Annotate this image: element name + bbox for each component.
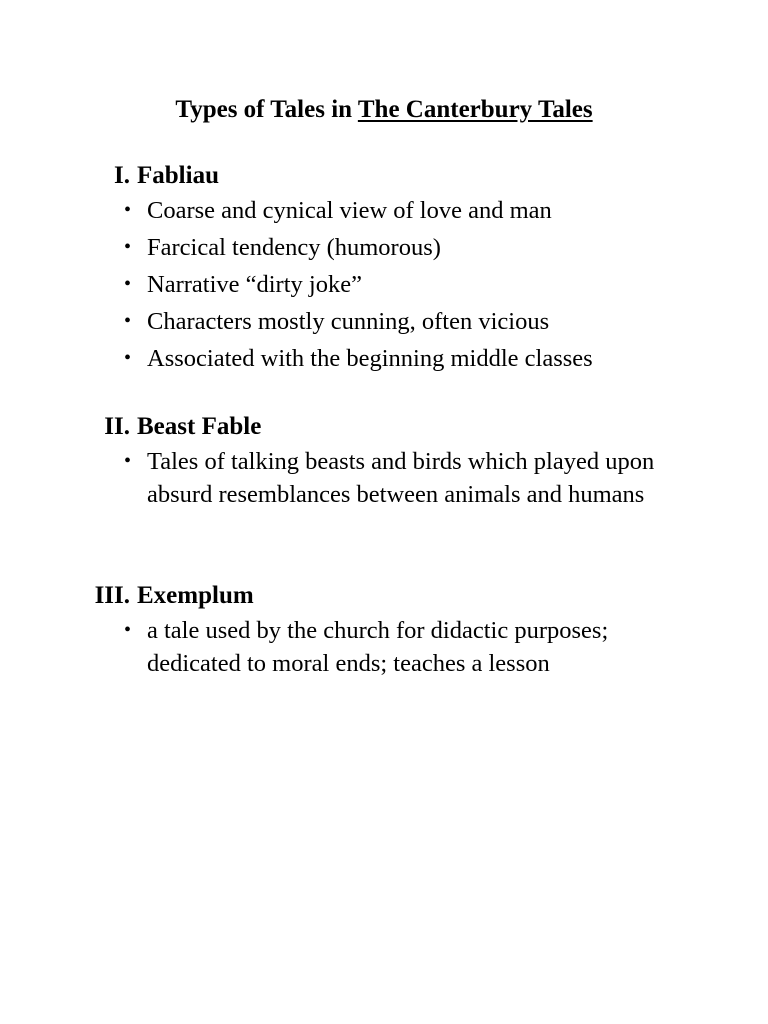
section-title: Fabliau — [137, 162, 219, 189]
list-item-text: Coarse and cynical view of love and man — [147, 197, 552, 224]
section-numeral: II. — [104, 413, 130, 440]
list-item — [0, 445, 692, 511]
bullet-icon: • — [124, 236, 132, 258]
list-item — [0, 614, 692, 680]
list-item-text: Characters mostly cunning, often vicious — [147, 308, 550, 335]
bullet-icon: • — [124, 310, 132, 332]
section-numeral: III. — [94, 582, 130, 609]
page-title — [0, 92, 768, 128]
list-item-text: a tale used by the church for didactic purposes; dedicated to moral ends; teaches a lesson — [147, 617, 609, 677]
bullet-list — [0, 194, 768, 375]
bullet-list — [0, 614, 768, 680]
bullet-icon: • — [124, 347, 132, 369]
bullet-list — [0, 445, 768, 511]
section-title: Exemplum — [137, 582, 254, 609]
section-exemplum — [0, 578, 768, 680]
title-work-name: The Canterbury Tales — [357, 96, 593, 123]
list-item — [0, 194, 692, 227]
bullet-icon: • — [124, 273, 132, 295]
bullet-icon: • — [124, 450, 132, 472]
list-item-text: Associated with the beginning middle classes — [147, 345, 593, 372]
section-heading — [0, 158, 768, 194]
list-item — [0, 231, 692, 264]
section-numeral: I. — [114, 162, 130, 189]
bullet-icon: • — [124, 619, 132, 641]
section-heading — [0, 409, 768, 445]
section-heading — [0, 578, 768, 614]
section-title: Beast Fable — [137, 413, 262, 440]
bullet-icon: • — [124, 199, 132, 221]
title-prefix: Types of Tales in — [175, 96, 358, 123]
section-beast-fable — [0, 409, 768, 511]
list-item-text: Farcical tendency (humorous) — [147, 234, 441, 261]
list-item — [0, 305, 692, 338]
list-item — [0, 342, 692, 375]
list-item-text: Tales of talking beasts and birds which played upon absurd resemblances between animals and humans — [147, 448, 655, 508]
section-fabliau — [0, 158, 768, 379]
list-item — [0, 268, 692, 301]
list-item-text: Narrative “dirty joke” — [147, 271, 362, 298]
